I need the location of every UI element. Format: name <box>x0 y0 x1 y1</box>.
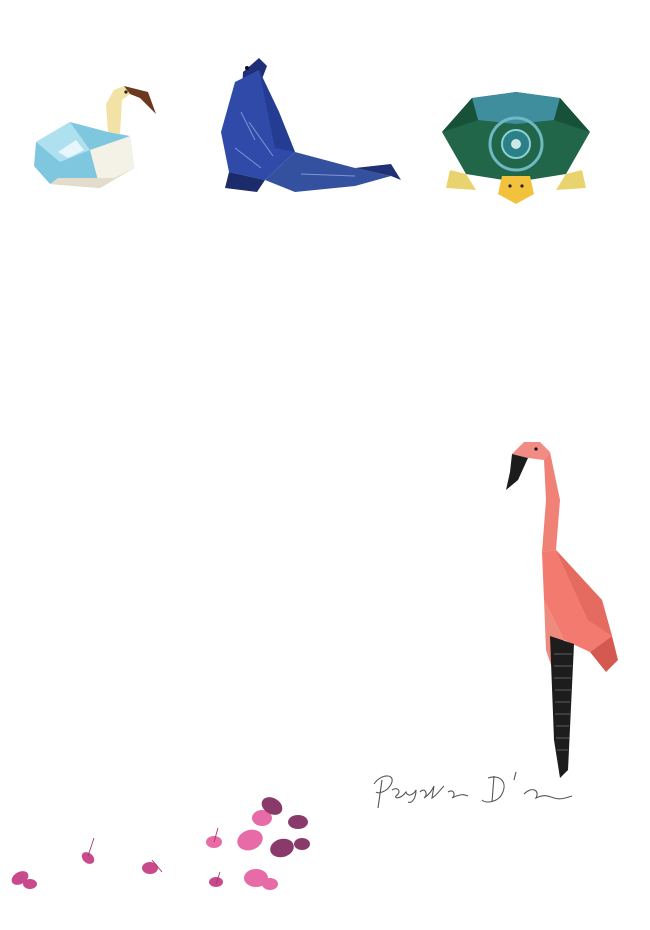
body-text <box>29 307 519 329</box>
origami-flamingo-image <box>494 440 634 780</box>
bottom-dot-row <box>0 878 650 902</box>
origami-seal-image <box>205 52 405 202</box>
origami-turtle-image <box>436 90 596 205</box>
author-signature-image <box>368 764 578 814</box>
origami-bird-image <box>30 80 160 195</box>
top-dot-row <box>0 4 650 28</box>
bottom-dot-row <box>0 905 650 929</box>
